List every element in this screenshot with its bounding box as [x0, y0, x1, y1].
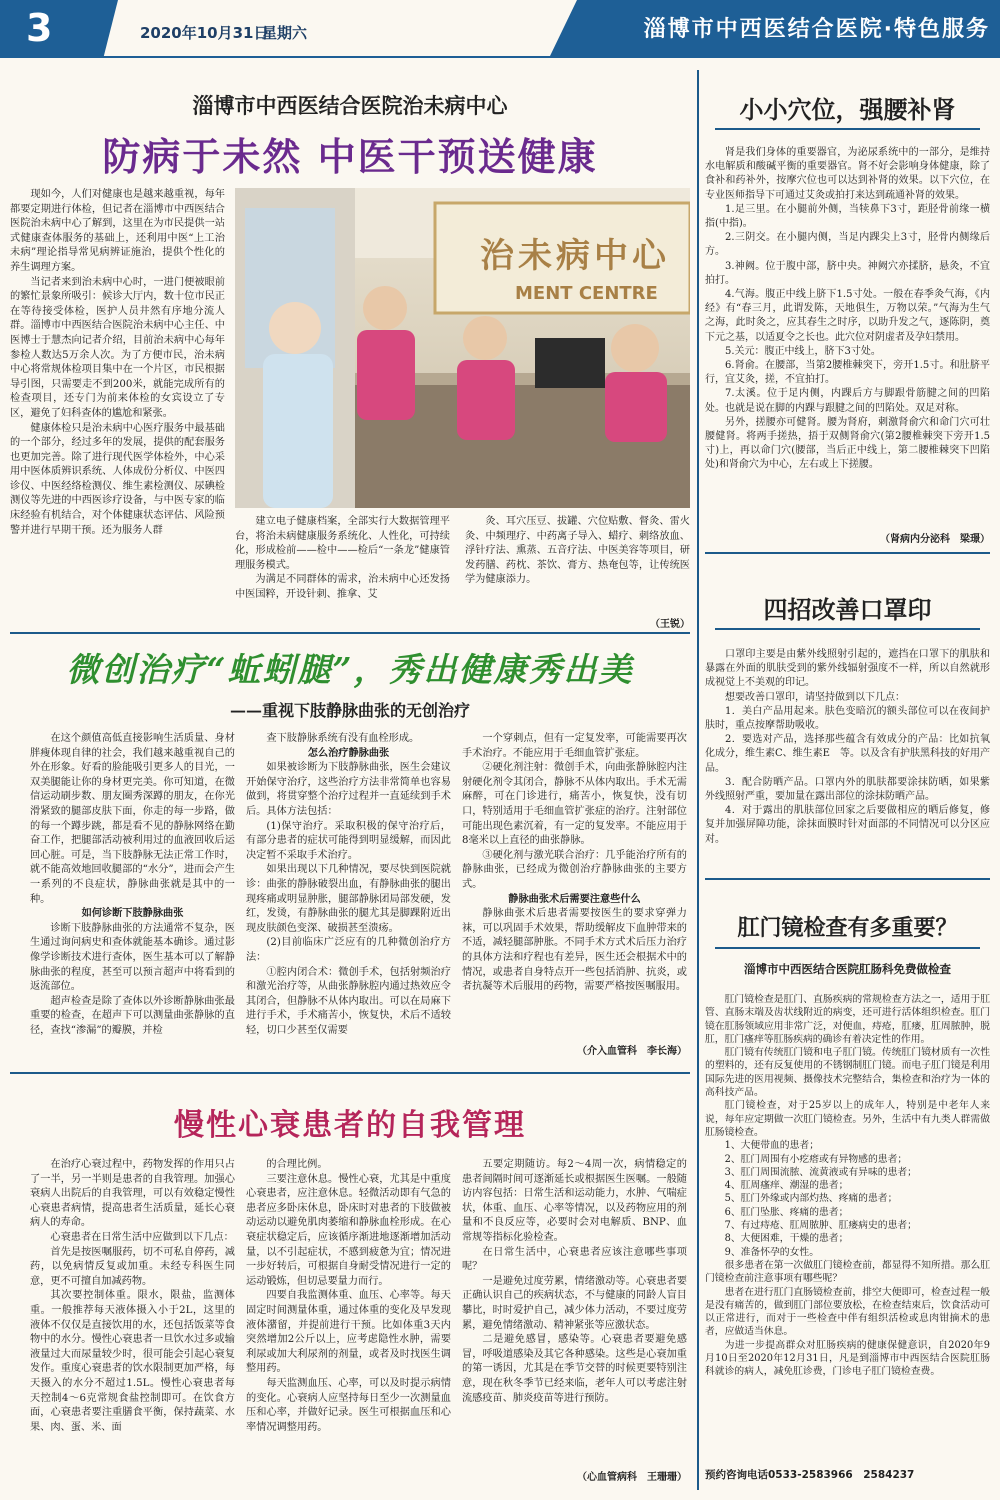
article-byline: （心血管病科 王珊珊）	[577, 1472, 687, 1483]
paragraph: ②硬化剂注射：微创手术，向曲张静脉腔内注射硬化剂令其闭合，静脉不从体内取出。手术无需麻醉，可在门诊进行，痛苦小，恢复快，没有切口，特别适用于毛细血管扩张症的治疗。注射部位可能出现色素沉着，有一定的复发率。不能应用于8毫米以上直径的曲张静脉。	[462, 762, 687, 847]
page-header	[0, 0, 1000, 58]
article-byline: （王锐）	[650, 619, 690, 630]
article-anoscopy	[705, 885, 990, 1490]
title-underline	[715, 628, 980, 630]
article-column-3	[462, 1158, 687, 1458]
section-subheading: 静脉曲张术后需要注意些什么	[508, 893, 641, 905]
article-column-1	[30, 1158, 235, 1488]
paragraph: 心衰患者在日常生活中应做到以下几点：	[50, 1231, 234, 1243]
paragraph: 3、肛门周围流脓、流黄液或有异味的患者；	[724, 1166, 917, 1178]
paragraph: 三要注意休息。慢性心衰，尤其是中重度心衰患者，应注意休息。轻微活动即有气急的患者应多卧床休息，卧床时对患者的下肢做被动运动以避免肌肉萎缩和静脉血栓形成。在心衰症状稳定后，应该循序渐进地逐渐增加活动量，以不引起症状，不感到疲惫为宜；情况进一步好转后，可根据自身耐受情况进行一定的运动锻炼，但切忌要量力而行。	[246, 1173, 451, 1287]
paragraph: 的合理比例。	[266, 1159, 328, 1170]
article-title: 小小穴位，强腰补肾	[739, 95, 956, 124]
section-subheading: 怎么治疗静脉曲张	[307, 747, 390, 759]
section-subheading: 如何诊断下肢静脉曲张	[81, 908, 184, 920]
section-divider	[705, 878, 990, 880]
paragraph: 很多患者在第一次做肛门镜检查前，都显得不知所措。那么肛门镜检查前注意事项有哪些呢？	[705, 1259, 990, 1285]
page-number: 3	[26, 6, 53, 50]
article-column-1	[30, 732, 235, 1064]
article-title: 微创治疗“蚯蚓腿”，秀出健康秀出美	[66, 650, 634, 689]
paragraph: 9、准备怀孕的女性。	[724, 1246, 819, 1258]
paragraph: 在这个颜值高低直接影响生活质量、身材胖瘦体现自律的社会，我们越来越重视自己的外在形象。好看的脸能吸引更多人的目光，一双美腿能让你的身材更完美。你可知道，在微信运动刷步数、朋友圈秀深蹲的朋友，在你光滑紧致的腿部皮肤下面，你走的每一步路，做的每一个蹲步跳，都是看不见的静脉网络在勤奋工作，把腿部活动被利用过的血液回收后运回心脏。可是，当下肢静脉无法正常工作时，就不能高效地回收腿部的“水分”，进而会产生一系列的不良症状，静脉曲张就是其中的一种。	[30, 733, 235, 905]
paragraph: 6.肾俞。在腰部，当第2腰椎棘突下，旁开1.5寸。和肚脐平行，宜艾灸，搓，不宜拍打。	[705, 360, 990, 386]
paragraph: 首先是按医嘱服药，切不可私自停药，减药，以免病情反复或加重。未经专科医生同意，更不可擅自加减药物。	[30, 1246, 235, 1287]
paragraph: 8、大便困难，干燥的患者；	[724, 1233, 849, 1245]
paragraph: 二是避免感冒，感染等。心衰患者要避免感冒，呼吸道感染及其它各种感染。这些是心衰加重的第一诱因，尤其是在季节交替的时候更要特别注意，现在秋冬季节已经来临，老年人可以考虑注射流感疫苗、肺炎疫苗等进行预防。	[462, 1334, 687, 1404]
article-subtitle: 淄博市中西医结合医院肛肠科免费做检查	[744, 962, 951, 976]
paragraph: 想要改善口罩印，请坚持做到以下几点：	[725, 691, 905, 703]
paragraph: 健康体检只是治未病中心医疗服务中最基础的一个部分，经过多年的发展，提供的配套服务也更加完善。除了进行现代医学体检外，中心采用中医体质辨识系统、人体成份分析仪、中医四诊仪、中医经络检测仪、维生素检测仪、尿碘检测仪等先进的中西医诊疗设备，与中医专家的临床经验有机结合，对个体健康状态评估、风险预警并进行早期干预。还为服务人群	[10, 422, 225, 536]
paragraph: 1．美白产品用起来。肤色变暗沉的额头部位可以在夜间护肤时，重点按摩帮助吸收。	[705, 705, 990, 732]
paragraph: 1.足三里。在小腿前外侧，当犊鼻下3寸，距胫骨前缘一横指(中指)。	[705, 203, 990, 230]
paragraph: 每天监测血压、心率，可以及时提示病情的变化。心衰病人应坚持每日至少一次测量血压和心率，并做好记录。医生可根据血压和心率情况调整用药。	[246, 1377, 451, 1433]
paragraph: 静脉曲张术后患者需要按医生的要求穿弹力袜，可以巩固手术效果，帮助缓解皮下血肿带来的不适，减轻腿部肿胀。不同手术方式术后压力治疗的具体方法和疗程也有差异，医生还会根据术中的情况，或患者自身特点开一些包括消肿、抗炎，或者抗凝等术后服用的药物，需要严格按医嘱服用。	[462, 908, 687, 993]
article-column-1	[10, 188, 225, 628]
paragraph: 肾是我们身体的重要器官，为泌尿系统中的一部分，是维持水电解质和酸碱平衡的重要器官。肾不好会影响身体健康，除了食补和药补外，按摩穴位也可以达到补肾的效果。以下穴位，在专业医师指导下可通过艾灸或拍打来达到疏通补肾的效果。	[705, 147, 990, 201]
paragraph: 灸、耳穴压豆、拔罐、穴位贴敷、督灸、雷火灸、中频理疗、中药离子导入、蜡疗、刺络放血、浮针疗法、熏蒸、五音疗法、中医美容等项目，研发药膳、药枕、茶饮、膏方、热奄包等，让传统医学为健康添力。	[465, 516, 690, 586]
article-title: 肛门镜检查有多重要？	[737, 915, 958, 941]
article-heart-failure	[10, 1080, 690, 1490]
page-number-badge	[0, 0, 118, 56]
paragraph: 其次要控制体重。限水，限盐，监测体重。一般推荐每天液体摄入小于2L，这里的液体不仅仅是直接饮用的水，还包括饭菜等食物中的水分。慢性心衰患者一旦饮水过多或输液量过大而尿量较少时，很可能会引起心衰复发作。重度心衰患者的饮水限制更加严格，每天摄入的水分不超过1.5L。慢性心衰患者每天控制4～6克常规食盐控制即可。在饮食方面，心衰患者要注重膳食平衡，保持蔬菜、水果、肉、蛋、米、面	[30, 1290, 235, 1433]
section-divider	[10, 1072, 690, 1074]
title-underline	[715, 947, 980, 949]
photo-wall-sign: 治未病中心	[480, 236, 670, 276]
article-acupoints	[705, 80, 990, 545]
header-underline	[0, 56, 1000, 58]
title-underline	[715, 128, 980, 130]
banner-title: 淄博市中西医结合医院·特色服务	[643, 17, 990, 42]
column-divider	[697, 70, 699, 1490]
paragraph: 4.气海。腹正中线上脐下1.5寸处。一般在春季灸气海，《内经》有“春三月，此谓发陈，天地俱生，万物以荣。”气海为生气之海，此时灸之，应其春生之时序，以助升发之气，逐陈阴，奠下元之基，以适夏令之长也。此穴位对阴虚者及孕妇禁用。	[705, 289, 990, 343]
paragraph: 一个穿刺点，但有一定复发率，可能需要再次手术治疗。不能应用于毛细血管扩张症。	[462, 733, 687, 759]
paragraph: 7、有过痔疮、肛周脓肿、肛瘘病史的患者；	[724, 1220, 917, 1232]
paragraph: 建立电子健康档案，全部实行大数据管理平台，将治未病健康服务系统化、人性化，可持续化，形成检前——检中——检后“一条龙”健康管理服务模式。	[235, 516, 450, 571]
paragraph: 口罩印主要是由紫外线照射引起的，遮挡在口罩下的肌肤和暴露在外面的肌肤受到的紫外线辐射强度不一样，所以自然就形成视觉上不美观的印记。	[705, 649, 990, 689]
paragraph: ①腔内闭合术：微创手术，包括射频治疗和激光治疗等，从曲张静脉腔内通过热效应令其闭合，但静脉不从体内取出。可以在局麻下进行手术，手术痛苦小，恢复快，术后不适较轻，切口少甚至仅需要	[246, 966, 451, 1036]
paragraph: 在日常生活中，心衰患者应该注意哪些事项呢？	[462, 1246, 687, 1273]
article-subtitle: ——重视下肢静脉曲张的无创治疗	[229, 701, 470, 720]
paragraph: 3．配合防晒产品。口罩内外的肌肤都要涂抹防晒，如果紫外线照射严重，要加量在露出部位的涂抹防晒产品。	[705, 776, 990, 803]
article-column-2	[246, 1158, 451, 1488]
paragraph: 4、肛周瘙痒、潮湿的患者；	[724, 1180, 849, 1192]
paragraph: 四要自我监测体重、血压、心率等。每天固定时间测量体重，通过体重的变化及早发现液体潴留，并提前进行干预。比如体重3天内突然增加2公斤以上，应考虑隐性水肿，需要利尿或加大利尿剂的剂量，或者及时找医生调整用药。	[246, 1290, 451, 1375]
paragraph: (1)保守治疗。采取积极的保守治疗后，有部分患者的症状可能得到明显缓解，而因此决定暂不采取手术治疗。	[246, 820, 451, 861]
article-body	[705, 648, 990, 868]
paragraph: 诊断下肢静脉曲张的方法通常不复杂，医生通过询问病史和查体就能基本确诊。通过影像学诊断技术进行查体，医生基本可以了解静脉曲张的程度，甚至可以预言超声中将看到的返流部位。	[30, 922, 235, 993]
article-column-2	[246, 732, 451, 1064]
article-title: 慢性心衰患者的自我管理	[174, 1108, 526, 1143]
section-divider	[705, 552, 990, 554]
clinic-photo	[235, 188, 690, 508]
paragraph: 1、大便带血的患者；	[724, 1140, 819, 1152]
issue-weekday: 星期六	[262, 24, 308, 42]
article-column-2	[235, 515, 450, 628]
article-title: 四招改善口罩印	[763, 595, 932, 624]
paragraph: 为进一步提高群众对肛肠疾病的健康保健意识，自2020年9月10日至2020年12月31日，凡是到淄博市中西医结合医院肛肠科就诊的病人，减免肛诊费，门诊电子肛门镜检查费。	[705, 1339, 990, 1378]
article-byline: （肾病内分泌科 梁璟）	[880, 534, 990, 545]
paragraph: 五要定期随访。每2～4周一次，病情稳定的患者间隔时间可逐渐延长或根据医生医嘱。一般随访内容包括：日常生活和运动能力，水肿、气喘症状，体重、血压、心率等情况，以及药物应用的剂量和不良反应等，必要时会对电解质、BNP、血常规等指标化验检查。	[462, 1159, 687, 1243]
paragraph: 如果被诊断为下肢静脉曲张，医生会建议开始保守治疗，这些治疗方法非常简单也容易做到，将贯穿整个治疗过程并一直延续到手术后。具体方法包括：	[246, 762, 451, 817]
paragraph: 现如今，人们对健康也是越来越重视，每年都要定期进行体检，但记者在淄博市中西医结合医院治未病中心了解到，这里在为市民提供一站式健康查体服务的基础上，还利用中医“上工治未病”理论指导常见病辨证施治，提供个性化的养生调理方案。	[10, 189, 225, 273]
paragraph: 2．要选对产品，选择那些蕴含有效成分的产品：比如抗氧化成分，维生素C、维生素E 等。以及含有护肤黑科技的好用产品。	[705, 734, 990, 774]
article-varicose	[10, 640, 690, 1070]
paragraph: 当记者来到治未病中心时，一进门便被眼前的繁忙景象所吸引：候诊大厅内，数十位市民正在等待接受体检，医护人员井然有序地分流人群。淄博市中西医结合医院治未病中心主任、中医博士于慧杰向记者介绍，目前治未病中心每年参检人数达5万余人次。为了方便市民，治未病中心将常规体检项目集中在一个片区，市民根据导引图，只需要走不到200米，就能完成所有的检查项目，还专门为前来体检的女宾设立了专区，避免了妇科查体的尴尬和紧张。	[10, 276, 225, 419]
paragraph: 为满足不同群体的需求，治未病中心还发扬中医国粹，开设针刺、推拿、艾	[235, 574, 450, 600]
paragraph: 肛门镜检查是肛门、直肠疾病的常规检查方法之一，适用于肛管、直肠末端及齿状线附近的病变，还可进行活体组织检查。肛门镜在肛肠领域应用非常广泛，对便血，痔疮，肛瘘，肛周脓肿，脱肛，肛门瘙痒等肛肠疾病的确诊有着决定性的作用。	[705, 994, 990, 1045]
paragraph: ③硬化剂与激光联合治疗：几乎能治疗所有的静脉曲张，已经成为微创治疗静脉曲张的主要方式。	[462, 849, 687, 890]
article-column-3	[465, 515, 690, 615]
paragraph: 肛门镜检查，对于25岁以上的成年人，特别是中老年人来说，每年应定期做一次肛门镜检查。另外，生活中有九类人群需做肛肠镜检查。	[705, 1100, 990, 1138]
paragraph: 3.神阙。位于腹中部，脐中央。神阙穴亦揉脐，悬灸，不宜拍打。	[705, 260, 990, 286]
issue-date: 2020年10月31日	[140, 24, 269, 42]
paragraph: 如果出现以下几种情况，要尽快到医院就诊：曲张的静脉破裂出血，有静脉曲张的腿出现疼痛或明显肿胀，腿部静脉团局部发硬，发红，发烫，有静脉曲张的腿尤其是脚踝附近出现皮肤颜色变深、破损甚至溃疡。	[246, 864, 451, 934]
paragraph: 患者在进行肛门直肠镜检查前，排空大便即可，检查过程一般是没有痛苦的，做到肛门部位要放松，在检查结束后，饮食活动可以正常进行，而对于一些检查中伴有组织活检或息肉钳摘术的患者，应做适当休息。	[705, 1286, 990, 1338]
paragraph: 另外，搓腰亦可健肾。腰为肾府，刺激肾俞穴和命门穴可壮腰健肾。将两手搓热，捂于双侧肾俞穴(第2腰椎棘突下旁开1.5寸)上，再以命门穴(腰部，当后正中线上，第二腰椎棘突下凹陷处)和肾俞穴为中心，左右或上下搓腰。	[705, 416, 990, 471]
paragraph: 4．对于露出的肌肤部位回家之后要做相应的晒后修复，修复并加强屏障功能，涂抹面膜时针对面部的不同情况可以分区应对。	[705, 805, 990, 845]
paragraph: 2.三阴交。在小腿内侧，当足内踝尖上3寸，胫骨内侧缘后方。	[705, 232, 990, 258]
article-prevention	[10, 70, 690, 630]
article-kicker: 淄博市中西医结合医院治未病中心	[192, 93, 508, 118]
contact-phone: 预约咨询电话0533-2583966 2584237	[705, 1469, 915, 1481]
paragraph: 一是避免过度劳累，情绪激动等。心衰患者要正确认识自己的疾病状态，不与健康的同龄人盲目攀比，时时爱护自己，减少体力活动，不要过度劳累，避免情绪激动、精神紧张等应激状态。	[462, 1275, 687, 1331]
article-body	[705, 146, 990, 526]
article-body	[705, 993, 990, 1463]
article-column-3	[462, 732, 687, 1038]
paragraph: 2、肛门周围有小疙瘩或有异物感的患者；	[724, 1153, 908, 1165]
paragraph: 超声检查是除了查体以外诊断静脉曲张最重要的检查，在超声下可以测量曲张静脉的直径，查找“渗漏”的瓣膜，并检	[30, 995, 235, 1036]
paragraph: 5.关元：腹正中线上，脐下3寸处。	[725, 345, 881, 357]
section-divider	[10, 632, 690, 634]
article-mask-marks	[705, 560, 990, 870]
article-byline: （介入血管科 李长海）	[577, 1046, 687, 1057]
paragraph: 6、肛门坠胀、疼痛的患者；	[724, 1206, 849, 1218]
photo-wall-sign-english: MENT CENTRE	[515, 283, 658, 304]
article-title: 防病于未然 中医干预送健康	[102, 135, 598, 179]
paragraph: 在治疗心衰过程中，药物发挥的作用只占了一半，另一半则是患者的自我管理。加强心衰病人出院后的自我管理，可以有效稳定慢性心衰患者病情，提高患者生活质量，延长心衰病人的寿命。	[30, 1159, 235, 1229]
paragraph: 查下肢静脉系统有没有血栓形成。	[266, 733, 420, 744]
paragraph: (2)目前临床广泛应有的几种微创治疗方法：	[246, 937, 451, 963]
paragraph: 肛门镜有传统肛门镜和电子肛门镜。传统肛门镜材质有一次性的塑料的，还有反复使用的不锈钢制肛门镜。而电子肛门镜是利用国际先进的医用视频、摄像技术完整结合，集检查和治疗为一体的高科技产品。	[705, 1047, 990, 1099]
paragraph: 5、肛门外缘或内部灼热、疼痛的患者；	[724, 1193, 898, 1205]
paragraph: 7.太溪。位于足内侧，内踝后方与脚跟骨筋腱之间的凹陷处。也就是说在脚的内踝与跟腱之间的凹陷处。双足对称。	[705, 388, 990, 414]
